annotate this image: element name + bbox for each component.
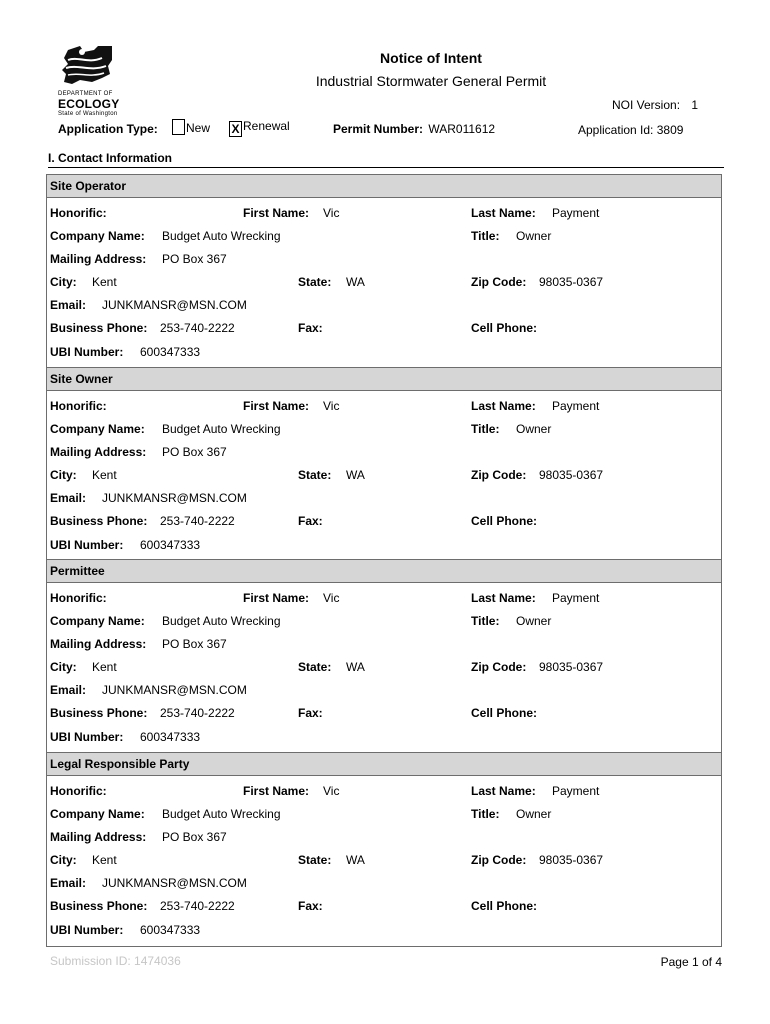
first-name-value: Vic — [323, 206, 340, 220]
title-label: Title: — [471, 229, 500, 243]
last-name-value: Payment — [552, 784, 600, 798]
noi-version-label: NOI Version: — [612, 98, 681, 112]
email-label: Email: — [50, 298, 87, 312]
honorific-label: Honorific: — [50, 206, 107, 220]
ubi-number-label: UBI Number: — [50, 923, 124, 937]
mailing-address-label: Mailing Address: — [50, 830, 147, 844]
city-label: City: — [50, 660, 77, 674]
application-id — [578, 123, 683, 137]
first-name-value: Vic — [323, 591, 340, 605]
city-row — [47, 468, 721, 486]
noi-version — [612, 98, 698, 112]
mailing-row — [47, 830, 721, 848]
contact-section — [46, 559, 722, 754]
email-value: JUNKMANSR@MSN.COM — [102, 683, 247, 697]
cell-phone-label: Cell Phone: — [471, 706, 538, 720]
company-row — [47, 807, 721, 825]
business-phone-value: 253-740-2222 — [160, 321, 235, 335]
last-name-label: Last Name: — [471, 591, 536, 605]
zip-code-value: 98035-0367 — [539, 853, 604, 867]
phone-row — [47, 899, 721, 917]
email-label: Email: — [50, 876, 87, 890]
business-phone-label: Business Phone: — [50, 706, 148, 720]
business-phone-label: Business Phone: — [50, 514, 148, 528]
city-label: City: — [50, 853, 77, 867]
title-label: Title: — [471, 614, 500, 628]
city-value: Kent — [92, 660, 117, 674]
permit-number-label: Permit Number: — [333, 122, 424, 136]
last-name-value: Payment — [552, 591, 600, 605]
first-name-label: First Name: — [243, 399, 310, 413]
ubi-number-value: 600347333 — [140, 923, 201, 937]
permit-number — [333, 122, 495, 136]
zip-code-label: Zip Code: — [471, 660, 527, 674]
first-name-label: First Name: — [243, 206, 310, 220]
submission-id: Submission ID: 1474036 — [50, 954, 181, 968]
company-row — [47, 614, 721, 632]
cell-phone-label: Cell Phone: — [471, 514, 538, 528]
state-label: State: — [298, 853, 332, 867]
fax-label: Fax: — [298, 321, 323, 335]
last-name-label: Last Name: — [471, 399, 536, 413]
company-name-value: Budget Auto Wrecking — [162, 229, 281, 243]
state-value: WA — [346, 468, 365, 482]
option-renewal-label: Renewal — [243, 119, 290, 133]
zip-code-label: Zip Code: — [471, 853, 527, 867]
email-value: JUNKMANSR@MSN.COM — [102, 491, 247, 505]
contact-section — [46, 752, 722, 947]
mailing-row — [47, 637, 721, 655]
title-value: Owner — [516, 807, 552, 821]
first-name-label: First Name: — [243, 784, 310, 798]
mailing-address-value: PO Box 367 — [162, 637, 227, 651]
title-value: Owner — [516, 422, 552, 436]
state-value: WA — [346, 853, 365, 867]
city-row — [47, 853, 721, 871]
last-name-value: Payment — [552, 399, 600, 413]
ubi-row — [47, 345, 721, 363]
ubi-number-value: 600347333 — [140, 538, 201, 552]
email-value: JUNKMANSR@MSN.COM — [102, 298, 247, 312]
title-value: Owner — [516, 229, 552, 243]
option-renewal[interactable] — [229, 119, 290, 137]
option-new[interactable] — [172, 119, 210, 135]
application-id-value: 3809 — [656, 123, 684, 137]
new-checkbox[interactable] — [172, 119, 185, 135]
company-name-value: Budget Auto Wrecking — [162, 614, 281, 628]
company-name-label: Company Name: — [50, 422, 145, 436]
mailing-row — [47, 252, 721, 270]
cell-phone-label: Cell Phone: — [471, 899, 538, 913]
permit-number-value: WAR011612 — [428, 122, 496, 136]
zip-code-value: 98035-0367 — [539, 275, 604, 289]
email-row — [47, 876, 721, 894]
title-value: Owner — [516, 614, 552, 628]
document-title: Notice of Intent — [380, 50, 482, 66]
noi-version-value: 1 — [691, 98, 699, 112]
fax-label: Fax: — [298, 899, 323, 913]
email-row — [47, 491, 721, 509]
name-row — [47, 206, 721, 224]
city-value: Kent — [92, 853, 117, 867]
last-name-value: Payment — [552, 206, 600, 220]
honorific-label: Honorific: — [50, 591, 107, 605]
mailing-address-value: PO Box 367 — [162, 252, 227, 266]
zip-code-label: Zip Code: — [471, 275, 527, 289]
city-label: City: — [50, 468, 77, 482]
last-name-label: Last Name: — [471, 206, 536, 220]
ubi-row — [47, 538, 721, 556]
ubi-row — [47, 923, 721, 941]
logo-text-bottom: State of Washington — [58, 111, 118, 117]
phone-row — [47, 321, 721, 339]
company-name-label: Company Name: — [50, 807, 145, 821]
application-type-label: Application Type: — [58, 122, 158, 136]
fax-label: Fax: — [298, 706, 323, 720]
company-name-value: Budget Auto Wrecking — [162, 807, 281, 821]
state-value: WA — [346, 275, 365, 289]
city-value: Kent — [92, 468, 117, 482]
state-value: WA — [346, 660, 365, 674]
title-label: Title: — [471, 807, 500, 821]
mailing-row — [47, 445, 721, 463]
phone-row — [47, 514, 721, 532]
ubi-number-value: 600347333 — [140, 730, 201, 744]
business-phone-value: 253-740-2222 — [160, 706, 235, 720]
renewal-checkbox[interactable]: X — [229, 121, 242, 137]
email-row — [47, 683, 721, 701]
zip-code-value: 98035-0367 — [539, 468, 604, 482]
zip-code-label: Zip Code: — [471, 468, 527, 482]
city-label: City: — [50, 275, 77, 289]
mailing-address-label: Mailing Address: — [50, 252, 147, 266]
last-name-label: Last Name: — [471, 784, 536, 798]
company-row — [47, 422, 721, 440]
zip-code-value: 98035-0367 — [539, 660, 604, 674]
name-row — [47, 784, 721, 802]
email-row — [47, 298, 721, 316]
ubi-number-value: 600347333 — [140, 345, 201, 359]
first-name-label: First Name: — [243, 591, 310, 605]
city-row — [47, 660, 721, 678]
honorific-label: Honorific: — [50, 399, 107, 413]
contact-section — [46, 367, 722, 562]
application-id-label: Application Id: — [578, 123, 654, 137]
honorific-label: Honorific: — [50, 784, 107, 798]
first-name-value: Vic — [323, 399, 340, 413]
document-subtitle: Industrial Stormwater General Permit — [315, 73, 547, 89]
mailing-address-value: PO Box 367 — [162, 830, 227, 844]
fax-label: Fax: — [298, 514, 323, 528]
mailing-address-label: Mailing Address: — [50, 637, 147, 651]
company-name-label: Company Name: — [50, 614, 145, 628]
title-label: Title: — [471, 422, 500, 436]
phone-row — [47, 706, 721, 724]
email-value: JUNKMANSR@MSN.COM — [102, 876, 247, 890]
email-label: Email: — [50, 491, 87, 505]
company-name-label: Company Name: — [50, 229, 145, 243]
page-number: Page 1 of 4 — [660, 955, 722, 969]
email-label: Email: — [50, 683, 87, 697]
state-label: State: — [298, 275, 332, 289]
contact-section-heading: Site Operator — [47, 175, 721, 198]
mailing-address-value: PO Box 367 — [162, 445, 227, 459]
ecology-logo — [58, 44, 120, 117]
contact-section-heading: Permittee — [47, 560, 721, 583]
state-label: State: — [298, 660, 332, 674]
business-phone-value: 253-740-2222 — [160, 899, 235, 913]
business-phone-label: Business Phone: — [50, 321, 148, 335]
city-value: Kent — [92, 275, 117, 289]
logo-text-main: ECOLOGY — [58, 97, 120, 111]
mailing-address-label: Mailing Address: — [50, 445, 147, 459]
first-name-value: Vic — [323, 784, 340, 798]
cell-phone-label: Cell Phone: — [471, 321, 538, 335]
business-phone-value: 253-740-2222 — [160, 514, 235, 528]
name-row — [47, 591, 721, 609]
state-label: State: — [298, 468, 332, 482]
ubi-number-label: UBI Number: — [50, 345, 124, 359]
ubi-number-label: UBI Number: — [50, 538, 124, 552]
city-row — [47, 275, 721, 293]
company-name-value: Budget Auto Wrecking — [162, 422, 281, 436]
ubi-row — [47, 730, 721, 748]
company-row — [47, 229, 721, 247]
section-heading: I. Contact Information — [48, 151, 172, 165]
ubi-number-label: UBI Number: — [50, 730, 124, 744]
name-row — [47, 399, 721, 417]
contact-section-heading: Site Owner — [47, 368, 721, 391]
logo-text-top: DEPARTMENT OF — [58, 91, 113, 97]
business-phone-label: Business Phone: — [50, 899, 148, 913]
contact-section — [46, 174, 722, 369]
option-new-label: New — [186, 121, 211, 135]
ecology-seal-icon — [58, 44, 120, 88]
section-divider — [48, 167, 724, 168]
contact-section-heading: Legal Responsible Party — [47, 753, 721, 776]
